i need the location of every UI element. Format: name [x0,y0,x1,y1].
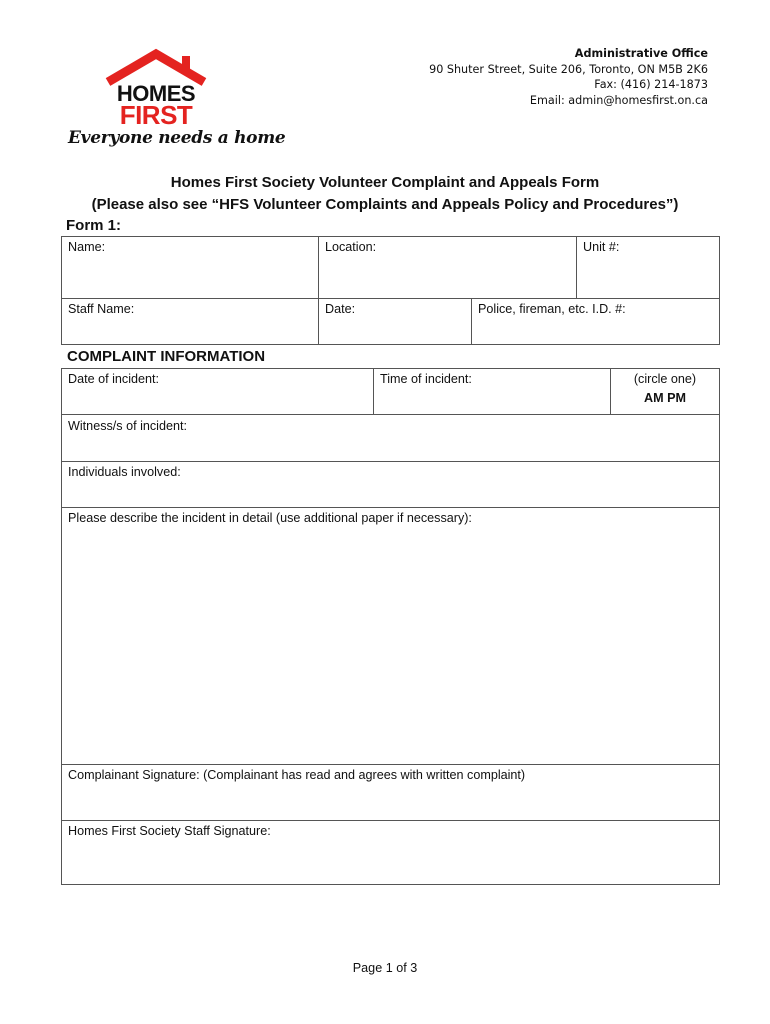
form-title: Homes First Society Volunteer Complaint and Appeals Form [170,174,600,191]
complaint-section-heading: COMPLAINT INFORMATION [67,348,266,365]
form-subtitle: (Please also see “HFS Volunteer Complaints and Appeals Policy and Procedures”) [91,196,679,213]
address-block [429,46,708,108]
address-street: 90 Shuter Street, Suite 206, Toronto, ON M5B 2K6 [429,62,708,76]
complaint-col-divider-2 [610,368,611,415]
complaint-row-divider-2 [61,461,720,462]
page-number: Page 1 of 3 [352,961,418,975]
date-field[interactable]: Date: [325,302,356,316]
complaint-row-divider-3 [61,507,720,508]
witnesses-field[interactable]: Witness/s of incident: [68,419,187,433]
complaint-table [61,368,720,885]
staff-signature-field[interactable]: Homes First Society Staff Signature: [68,824,271,838]
am-pm-selector[interactable] [612,370,718,408]
address-fax: Fax: (416) 214-1873 [594,78,708,91]
identity-col-divider-2 [576,236,577,299]
staff-name-field[interactable]: Staff Name: [68,302,135,316]
complaint-row-divider-5 [61,820,720,821]
identity-table [61,236,720,345]
complainant-signature-field[interactable]: Complainant Signature: (Complainant has read and agrees with written complaint) [68,768,526,782]
location-field[interactable]: Location: [325,240,377,254]
complaint-col-divider-1 [373,368,374,415]
address-email: Email: admin@homesfirst.on.ca [529,93,708,107]
circle-one-label: (circle one) [633,372,697,386]
name-field[interactable]: Name: [68,240,106,254]
unit-field[interactable]: Unit #: [583,240,620,254]
logo-tagline: Everyone needs a home [68,128,286,148]
complaint-row-divider-4 [61,764,720,765]
identity-row-divider [61,298,720,299]
am-pm-options[interactable]: AM PM [644,391,686,405]
form-number-label: Form 1: [66,217,122,234]
address-title: Administrative Office [574,47,708,60]
logo-first-text: FIRST [119,100,193,130]
individuals-involved-field[interactable]: Individuals involved: [68,465,181,479]
date-of-incident-field[interactable]: Date of incident: [68,372,160,386]
chimney-icon [182,56,190,72]
police-id-field[interactable]: Police, fireman, etc. I.D. #: [478,302,626,316]
identity-col-divider-1 [318,236,319,345]
incident-description-field[interactable]: Please describe the incident in detail (use additional paper if necessary): [68,511,472,525]
time-of-incident-field[interactable]: Time of incident: [380,372,472,386]
logo-homes-text: HOMES [116,81,196,106]
complaint-row-divider-1 [61,414,720,415]
identity-col-divider-3 [471,298,472,345]
